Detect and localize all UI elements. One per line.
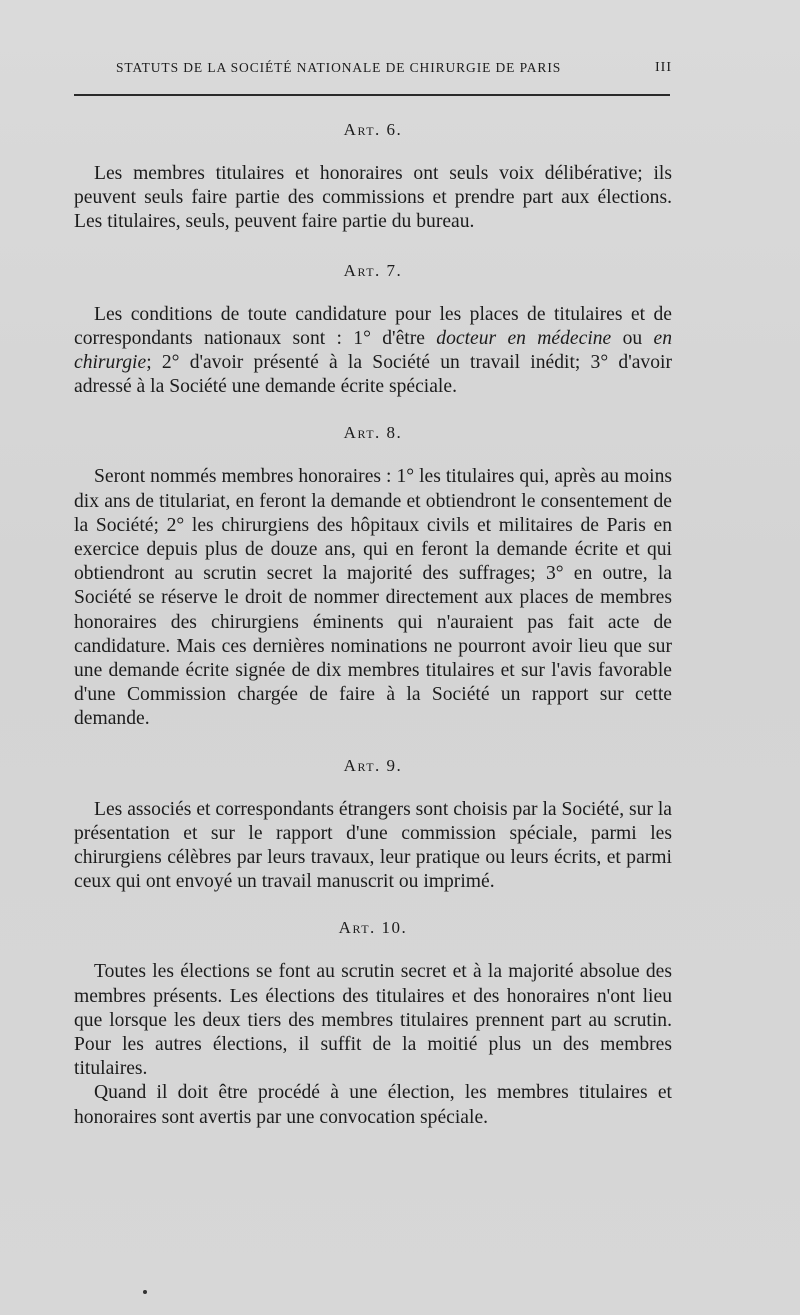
article-heading: Art. 10.	[338, 918, 408, 938]
paragraph: Quand il doit être procédé à une élection, les membres titulaires et honoraires sont avertis par une convocation spéciale.	[74, 1082, 672, 1128]
italic-term: docteur en médecine	[436, 327, 612, 349]
running-head	[116, 60, 672, 84]
article-6	[74, 118, 672, 235]
text-run: ou	[611, 327, 654, 349]
article-10	[74, 916, 672, 1129]
ink-speck	[143, 1290, 147, 1294]
article-heading: Art. 8.	[343, 423, 403, 443]
article-9	[74, 754, 672, 895]
page-number: III	[655, 60, 672, 75]
paragraph: Seront nommés membres honoraires : 1° les titulaires qui, après au moins dix ans de titulariat, en feront la demande et obtiendront le consentement de la Société; 2° les chirurgiens des hôpitaux civils et militaires de Paris en exercice depuis plus de douze ans, qui en feront la demande écrite et qui obtiendront au scrutin secret la majorité des suffrages; 3° en outre, la Société se réserve le droit de nommer directement aux places de membres honoraires des chirurgiens éminents qui n'auraient pas fait acte de candidature. Mais ces dernières nominations ne pourront avoir lieu que sur une demande écrite signée de dix membres titulaires et sur l'avis favorable d'une Commission chargée de faire à la Société un rapport sur cette demande.	[74, 466, 672, 730]
article-body	[74, 798, 672, 895]
running-title: STATUTS DE LA SOCIÉTÉ NATIONALE DE CHIRURGIE DE PARIS	[116, 60, 562, 75]
article-heading: Art. 6.	[343, 120, 403, 139]
article-body	[74, 465, 672, 731]
article-7	[74, 259, 672, 400]
document-body	[74, 118, 672, 1130]
article-body	[74, 960, 672, 1129]
header-rule	[74, 94, 670, 96]
text-run: Les conditions de toute candidature pour les places de titulaires et de correspondants nationaux sont : 1° d'être	[74, 303, 672, 349]
italic-term: en chirurgie	[74, 327, 673, 374]
article-body	[74, 303, 672, 400]
paragraph	[74, 303, 672, 400]
paragraph: Les membres titulaires et honoraires ont seuls voix délibérative; ils peuvent seuls faire partie des commissions et prendre part aux élections. Les titulaires, seuls, peuvent faire partie du bureau.	[74, 163, 672, 233]
text-run: ; 2° d'avoir présenté à la Société un travail inédit; 3° d'avoir adressé à la Société une demande écrite spéciale.	[74, 352, 672, 398]
article-heading: Art. 7.	[343, 260, 403, 280]
article-8	[74, 421, 672, 731]
article-heading: Art. 9.	[343, 755, 403, 775]
paragraph: Les associés et correspondants étrangers sont choisis par la Société, sur la présentation et sur le rapport d'une commission spéciale, parmi les chirurgiens célèbres par leurs travaux, leur pratique ou leurs écrits, et parmi ceux qui ont envoyé un travail manuscrit ou imprimé.	[74, 798, 672, 893]
paragraph: Toutes les élections se font au scrutin secret et à la majorité absolue des membres présents. Les élections des titulaires et des honoraires n'ont lieu que lorsque les deux tiers des membres titulaires prennent part au scrutin. Pour les autres élections, il suffit de la moitié plus un des membres titulaires.	[74, 961, 672, 1080]
article-body	[74, 162, 672, 235]
